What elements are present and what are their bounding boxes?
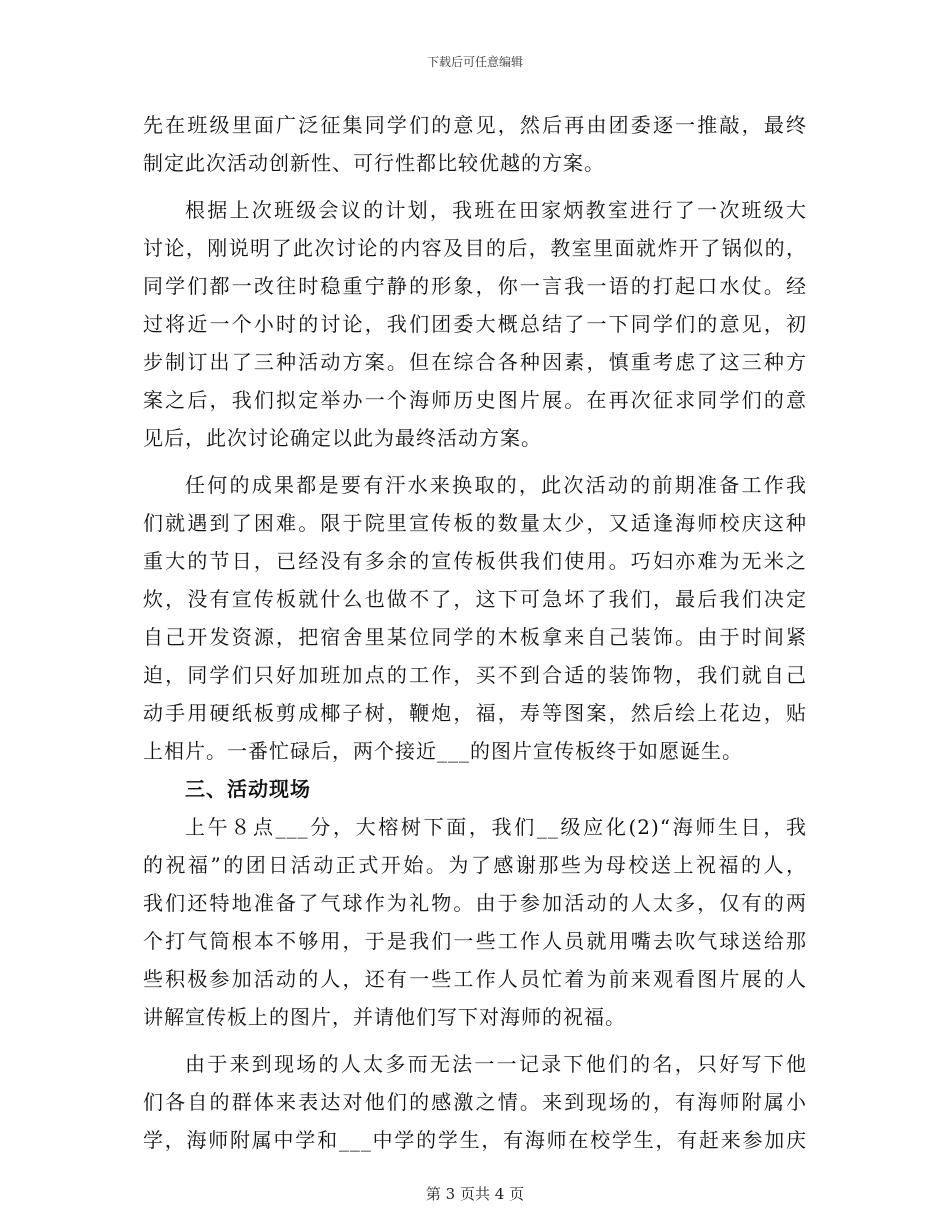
paragraph [143, 1045, 807, 1159]
text-line: 同学们都一改往时稳重宁静的形象，你一言我一语的打起口水仗。经 [143, 274, 807, 298]
text-line: 自己开发资源，把宿舍里某位同学的木板拿来自己装饰。由于时间紧 [143, 625, 807, 649]
text-line: 们就遇到了困难。限于院里宣传板的数量太少，又适逢海师校庆这种 [143, 511, 807, 535]
text-line: 个打气筒根本不够用，于是我们一些工作人员就用嘴去吹气球送给那 [143, 929, 807, 953]
text-line: 见后，此次讨论确定以此为最终活动方案。 [143, 426, 542, 450]
text-line: 动手用硬纸板剪成椰子树，鞭炮，福，寿等图案，然后绘上花边，贴 [143, 701, 807, 725]
document-body [143, 106, 807, 1159]
text-line: 迫，同学们只好加班加点的工作，买不到合适的装饰物，我们就自己 [143, 663, 807, 687]
text-line: 任何的成果都是要有汗水来换取的，此次活动的前期准备工作我 [185, 473, 807, 497]
text-line: 讲解宣传板上的图片，并请他们写下对海师的祝福。 [143, 1005, 626, 1029]
text-line: 先在班级里面广泛征集同学们的意见，然后再由团委逐一推敲，最终 [143, 113, 807, 137]
section-heading: 三、活动现场 [185, 777, 311, 801]
text-line: 的祝福”的团日活动正式开始。为了感谢那些为母校送上祝福的人， [143, 853, 807, 877]
text-line: 步制订出了三种活动方案。但在综合各种因素，慎重考虑了这三种方 [143, 350, 807, 374]
text-line: 过将近一个小时的讨论，我们团委大概总结了一下同学们的意见，初 [143, 312, 807, 336]
text-line: 重大的节日，已经没有多余的宣传板供我们使用。巧妇亦难为无米之 [143, 549, 807, 573]
text-line: 讨论，刚说明了此次讨论的内容及目的后，教室里面就炸开了锅似的， [143, 236, 807, 260]
text-line: 炊，没有宣传板就什么也做不了，这下可急坏了我们，最后我们决定 [143, 587, 807, 611]
text-line: 案之后，我们拟定举办一个海师历史图片展。在再次征求同学们的意 [143, 388, 807, 412]
text-line: 制定此次活动创新性、可行性都比较优越的方案。 [143, 151, 605, 175]
page-header: 下载后可任意编辑 [426, 55, 523, 69]
text-line: 我们还特地准备了气球作为礼物。由于参加活动的人太多，仅有的两 [143, 891, 807, 915]
text-line: 上午８点___分，大榕树下面，我们__级应化(2)“海师生日，我 [185, 815, 807, 839]
text-line: 根据上次班级会议的计划，我班在田家炳教室进行了一次班级大 [185, 198, 807, 222]
paragraph [143, 808, 807, 1036]
paragraph [143, 191, 807, 457]
paragraph [143, 466, 807, 770]
text-line: 们各自的群体来表达对他们的感激之情。来到现场的，有海师附属小 [143, 1090, 807, 1114]
page-footer: 第 3 页共 4 页 [425, 1185, 525, 1203]
text-line: 由于来到现场的人太多而无法一一记录下他们的名，只好写下他 [185, 1052, 807, 1076]
paragraph [143, 106, 807, 182]
text-line: 上相片。一番忙碌后，两个接近___的图片宣传板终于如愿诞生。 [143, 739, 743, 763]
text-line: 学，海师附属中学和___中学的学生，有海师在校学生，有赶来参加庆 [143, 1128, 807, 1152]
text-line: 些积极参加活动的人，还有一些工作人员忙着为前来观看图片展的人 [143, 967, 807, 991]
